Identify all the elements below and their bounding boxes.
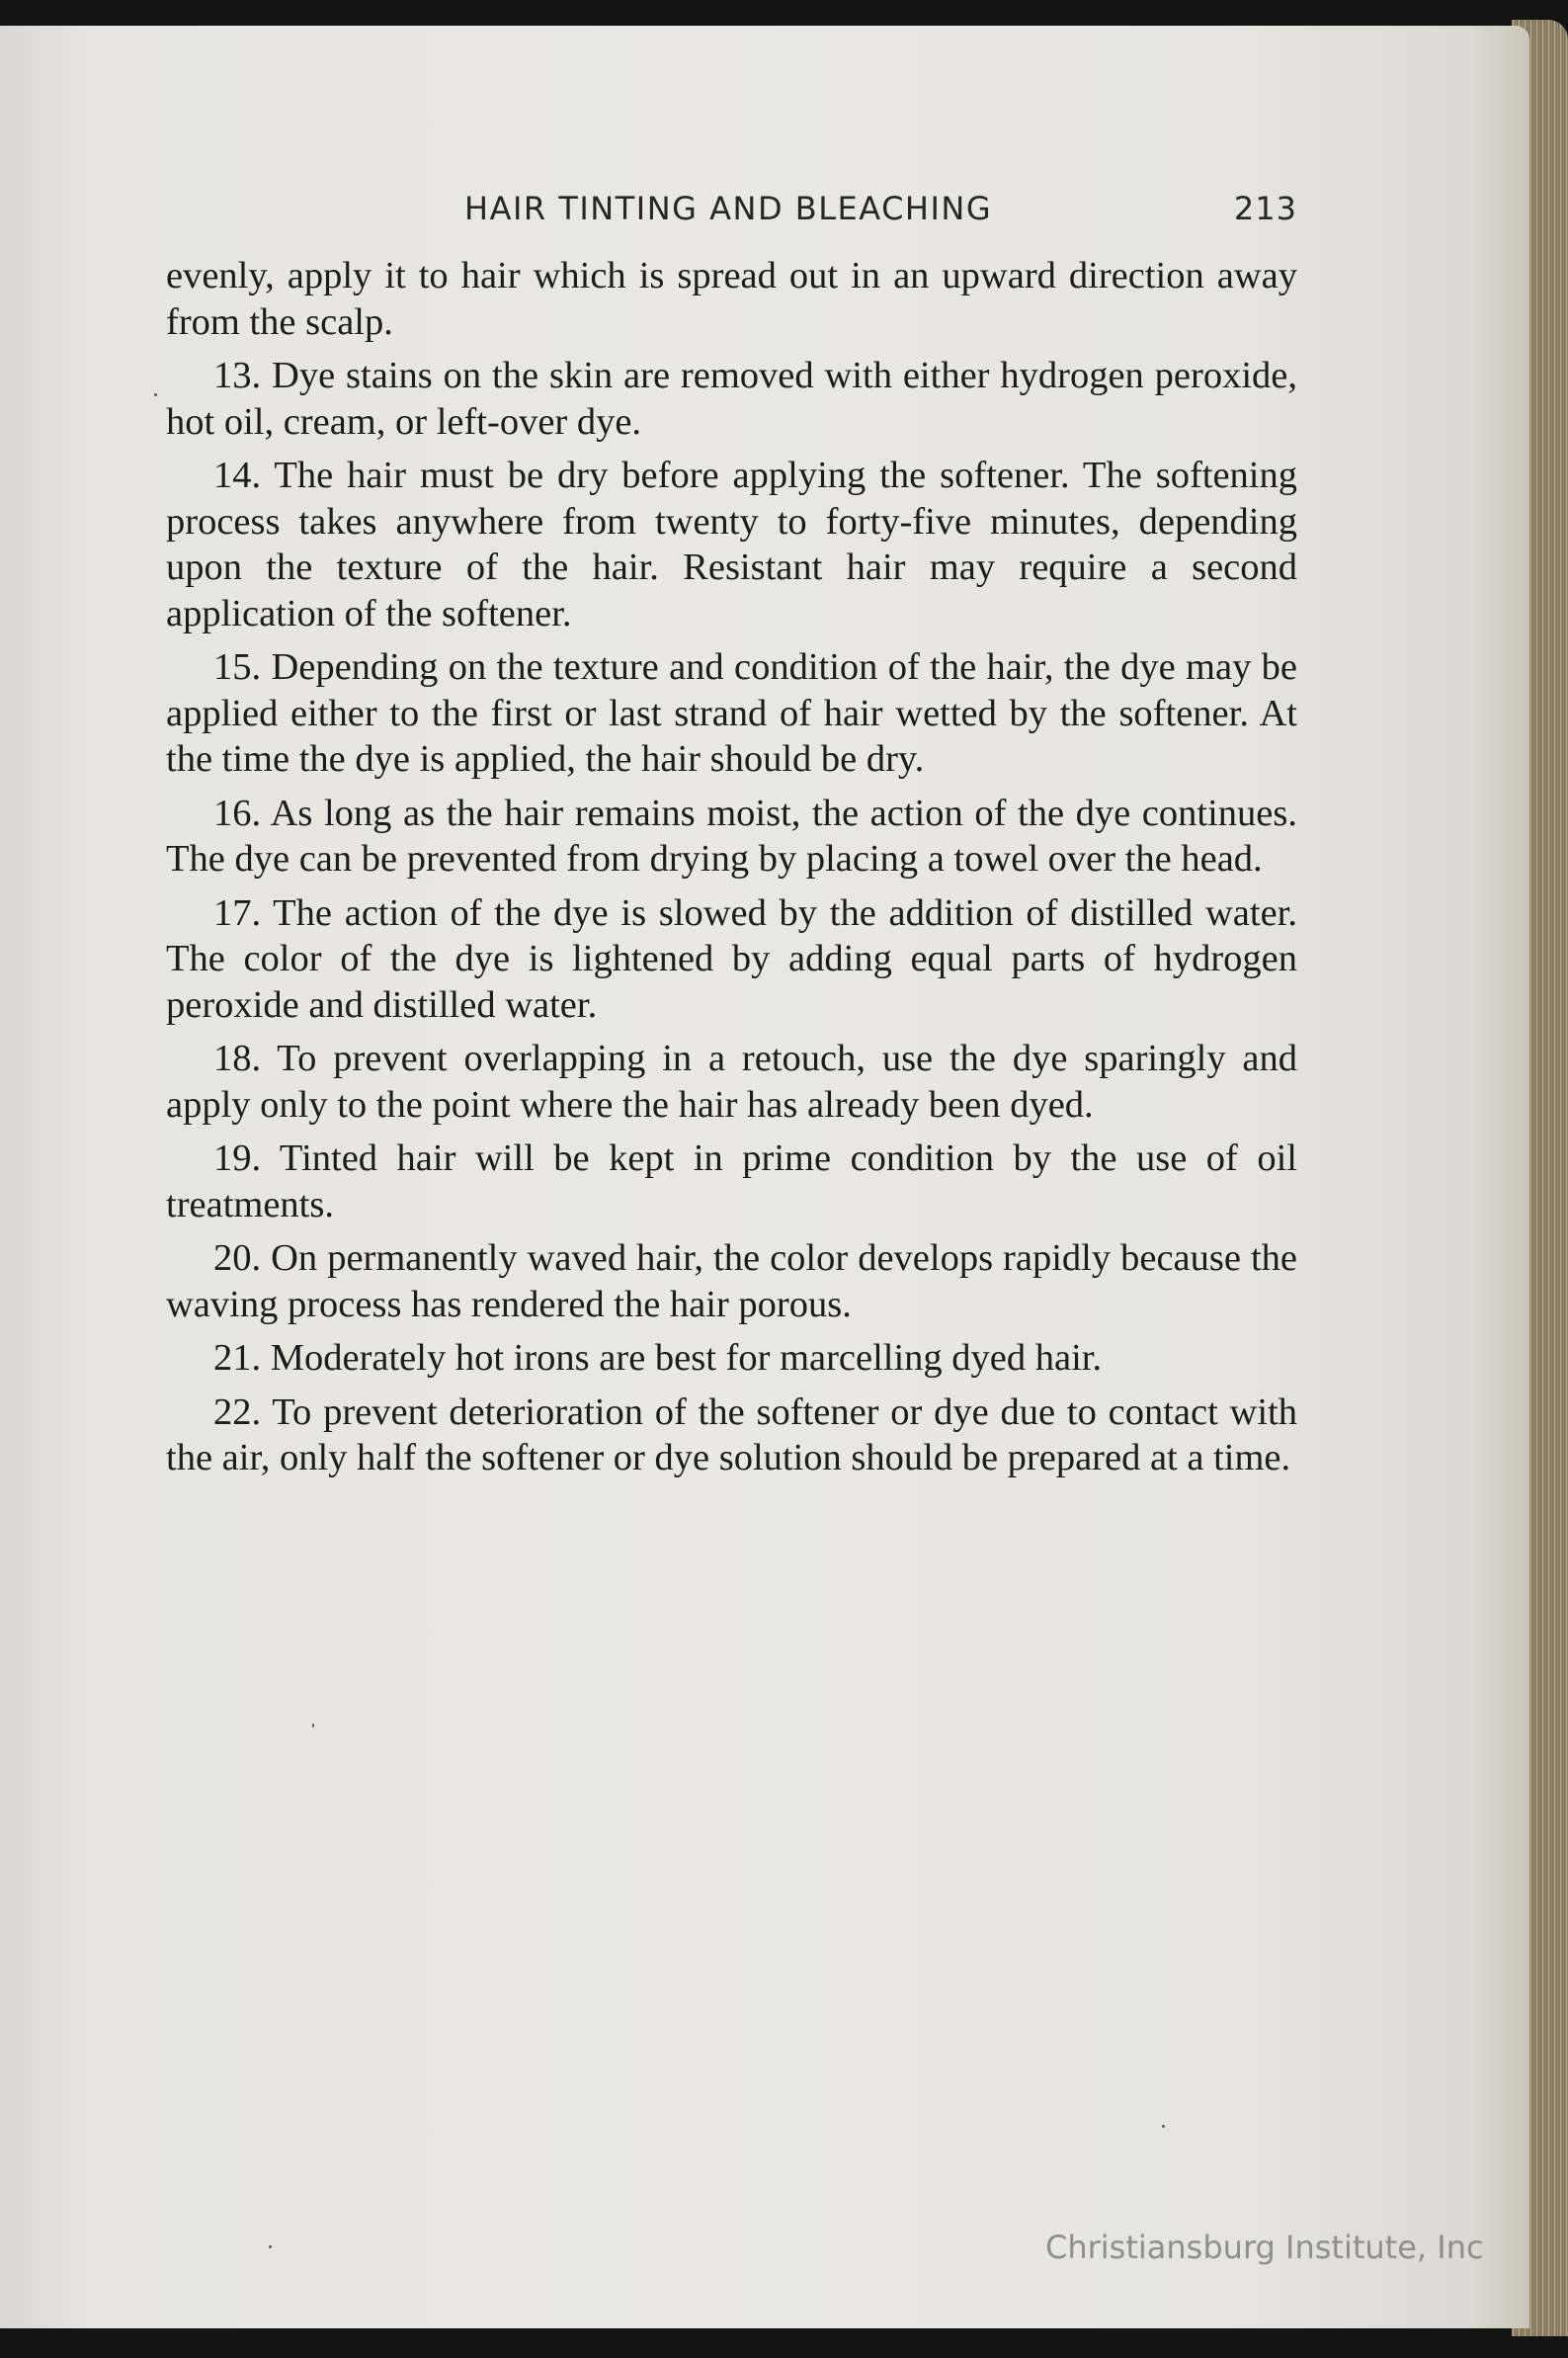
paper-speck [312,1724,314,1727]
paper-speck [269,2245,272,2248]
paragraph-16: 16. As long as the hair remains moist, the action of the dye continues. The dye can be prevented from drying by placing a towel over the head. [166,792,1297,880]
paragraph-21: 21. Moderately hot irons are best for marcelling dyed hair. [213,1337,1103,1379]
running-head: HAIR TINTING AND BLEACHING [464,190,993,227]
page-header [166,190,1297,229]
paragraph-13: 13. Dye stains on the skin are removed with either hydrogen peroxide, hot oil, cream, or left-over dye. [166,355,1297,443]
body-text [166,253,1297,1489]
watermark: Christiansburg Institute, Inc [1045,2229,1484,2266]
paragraph-20: 20. On permanently waved hair, the color develops rapidly because the waving process has rendered the hair porous. [166,1237,1297,1325]
paragraph-continued: evenly, apply it to hair which is spread out in an upward direction away from the scalp. [166,255,1297,343]
paragraph-19: 19. Tinted hair will be kept in prime condition by the use of oil treatments. [166,1137,1297,1225]
paragraph-22: 22. To prevent deterioration of the softener or dye due to contact with the air, only half the softener or dye solution should be prepared at a time. [166,1390,1297,1478]
paper-speck [154,393,157,396]
paragraph-15: 15. Depending on the texture and condition of the hair, the dye may be applied either to the first or last strand of hair wetted by the softener. At the time the dye is applied, the hair should be dry. [166,646,1297,780]
paragraph-18: 18. To prevent overlapping in a retouch, use the dye sparingly and apply only to the point where the hair has already been dyed. [166,1038,1297,1126]
paper-speck [1162,2125,1165,2128]
paragraph-14: 14. The hair must be dry before applying the softener. The softening process takes anywhere from twenty to forty-five minutes, depending upon the texture of the hair. Resistant hair may require a second application of the softener. [166,455,1297,634]
paragraph-17: 17. The action of the dye is slowed by the addition of distilled water. The color of the dye is lightened by adding equal parts of hydrogen peroxide and distilled water. [166,891,1297,1026]
page-number: 213 [1233,190,1297,227]
